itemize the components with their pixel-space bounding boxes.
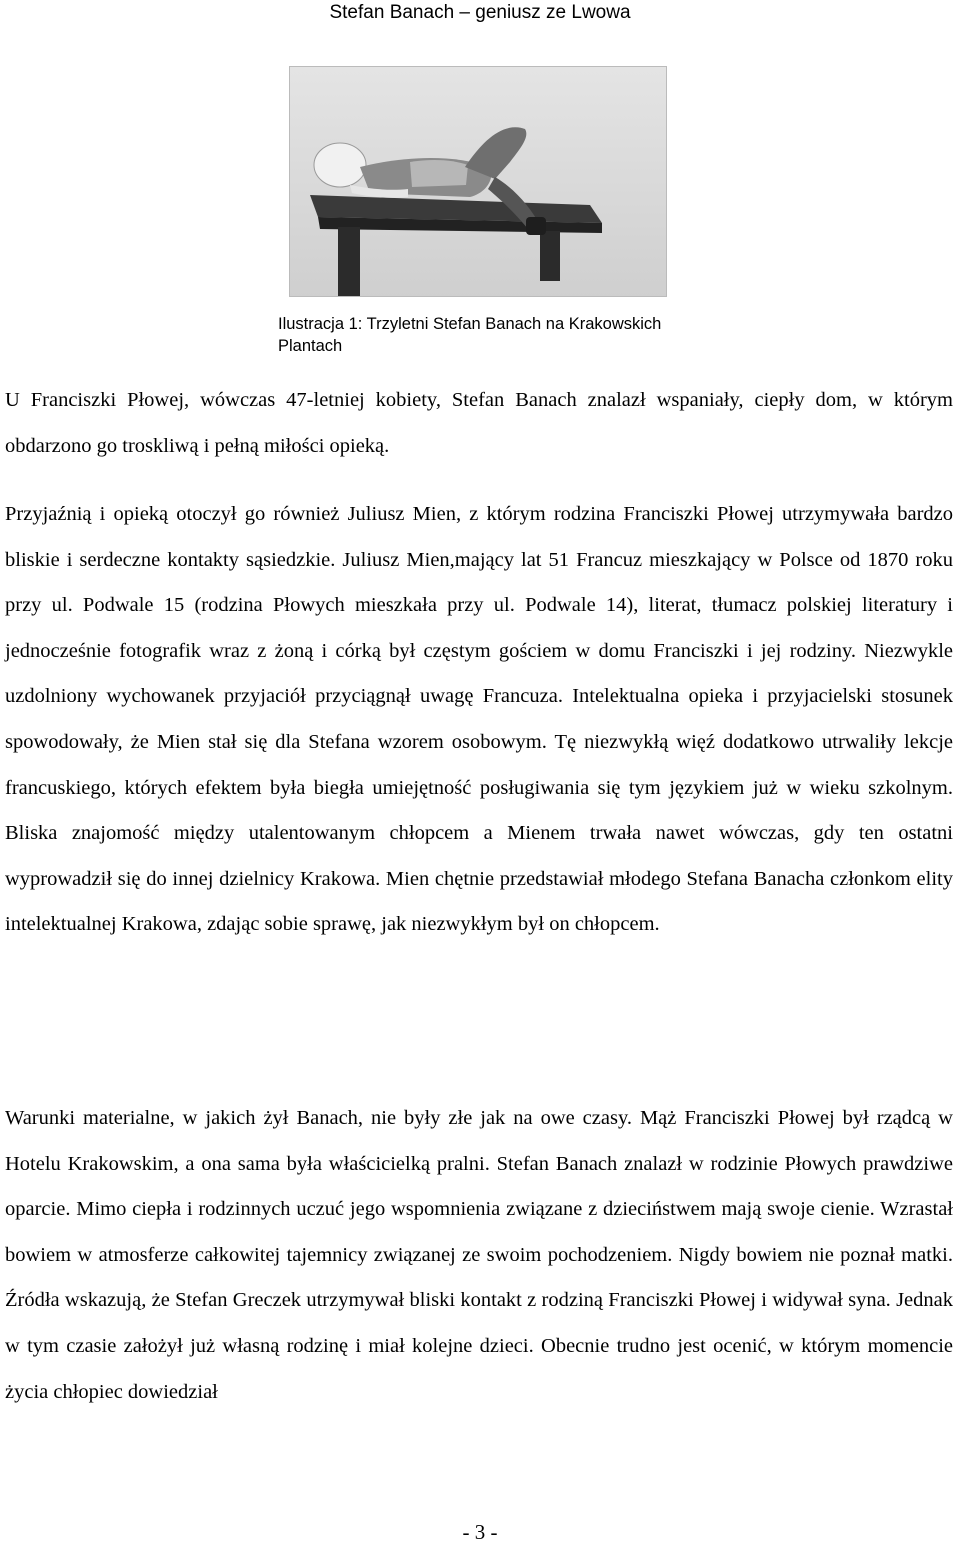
figure-caption: Ilustracja 1: Trzyletni Stefan Banach na Krakowskich Plantach [278, 315, 662, 355]
paragraph: Przyjaźnią i opieką otoczył go również Juliusz Mien, z którym rodzina Franciszki Płowej utrzymywała bardzo bliskie i serdeczne kontakty sąsiedzkie. Juliusz Mien,mający lat 51 Francuz mieszkający w Polsce od 1870 roku przy ul. Podwale 15 (rodzina Płowych mieszkała przy ul. Podwale 14), literat, tłumacz polskiej literatury i jednocześnie fotografik wraz z żoną i córką był częstym gościem w domu Franciszki i jej rodziny. Niezwykle uzdolniony wychowanek przyjaciół przyciągnął uwagę Francuza. Intelektualna opieka i przyjacielski stosunek spowodowały, że Mien stał się dla Stefana wzorem osobowym. Tę niezwykłą więź dodatkowo utrwaliły lekcje francuskiego, których efektem była biegła umiejętność posługiwania się tym językiem już w wieku szkolnym. Bliska znajomość między utalentowanym chłopcem a Mienem trwała nawet wówczas, gdy ten ostatni wyprowadził się do innej dzielnicy Krakowa. Mien chętnie przedstawiał młodego Stefana Banacha członkom elity intelektualnej Krakowa, zdając sobie sprawę, jak niezwykłym był on chłopcem. [5, 503, 953, 936]
photo-young-banach [289, 66, 667, 297]
paragraph: Warunki materialne, w jakich żył Banach, nie były złe jak na owe czasy. Mąż Franciszki Płowej był rządcą w Hotelu Krakowskim, a ona sama była właścicielką pralni. Stefan Banach znalazł w rodzinie Płowych prawdziwe oparcie. Mimo ciepła i rodzinnych uczuć jego wspomnienia związane z dzieciństwem mają swoje cienie. Wzrastał bowiem w atmosferze całkowitej tajemnicy związanej ze swoim pochodzeniem. Nigdy bowiem nie poznał matki. Źródła wskazują, że Stefan Greczek utrzymywał bliski kontakt z rodziną Franciszki Płowej i widywał syna. Jednak w tym czasie założył już własną rodzinę i miał kolejne dzieci. Obecnie trudno jest ocenić, w którym momencie życia chłopiec dowiedział [5, 1107, 953, 1403]
running-header: Stefan Banach – geniusz ze Lwowa [329, 2, 631, 23]
paragraph: U Franciszki Płowej, wówczas 47-letniej kobiety, Stefan Banach znalazł wspaniały, ciepły dom, w którym obdarzono go troskliwą i pełną miłości opieką. [5, 389, 953, 457]
page-number: - 3 - [462, 1520, 498, 1544]
